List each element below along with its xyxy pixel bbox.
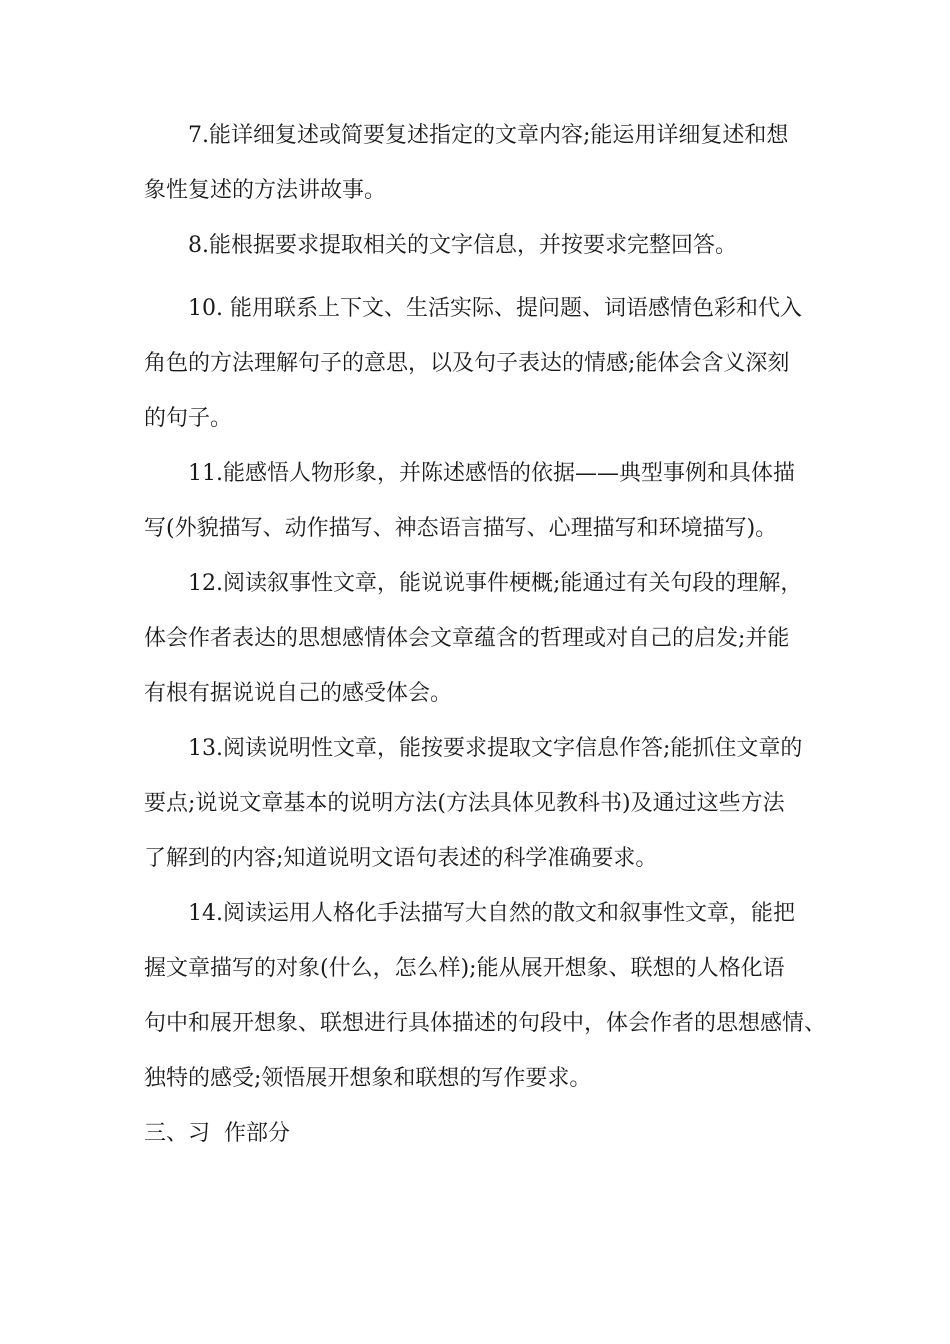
paragraph-line: 握文章描写的对象(什么，怎么样);能从展开想象、联想的人格化语 (144, 956, 785, 981)
paragraph-line: 有根有据说说自己的感受体会。 (144, 681, 453, 706)
paragraph-line: 11.能感悟人物形象，并陈述感悟的依据——典型事例和具体描 (188, 461, 795, 486)
paragraph-line: 13.阅读说明性文章，能按要求提取文字信息作答;能抓住文章的 (188, 736, 803, 761)
paragraph-line: 写(外貌描写、动作描写、神态语言描写、心理描写和环境描写)。 (144, 516, 778, 541)
paragraph-item-11 (144, 446, 814, 556)
paragraph-line: 10. 能用联系上下文、生活实际、提问题、词语感情色彩和代入 (188, 296, 802, 321)
paragraph-line: 12.阅读叙事性文章，能说说事件梗概;能通过有关句段的理解， (188, 571, 803, 596)
paragraph-line: 独特的感受;领悟展开想象和联想的写作要求。 (144, 1066, 592, 1091)
paragraph-line: 的句子。 (144, 406, 233, 431)
paragraph-item-12 (144, 556, 814, 721)
paragraph-item-8 (144, 218, 814, 273)
paragraph-line: 7.能详细复述或简要复述指定的文章内容;能运用详细复述和想 (188, 123, 789, 148)
paragraph-line: 了解到的内容;知道说明文语句表述的科学准确要求。 (144, 846, 658, 871)
paragraph-line: 要点;说说文章基本的说明方法(方法具体见教科书)及通过这些方法 (144, 791, 785, 816)
paragraph-line: 体会作者表达的思想感情体会文章蕴含的哲理或对自己的启发;并能 (144, 626, 790, 651)
paragraph-item-14 (144, 886, 827, 1106)
paragraph-line: 14.阅读运用人格化手法描写大自然的散文和叙事性文章，能把 (188, 901, 795, 926)
section-heading: 三、习 作部分 (144, 1121, 290, 1146)
paragraph-line: 8.能根据要求提取相关的文字信息，并按要求完整回答。 (188, 233, 737, 258)
paragraph-line: 角色的方法理解句子的意思，以及句子表达的情感;能体会含义深刻 (144, 351, 790, 376)
paragraph-item-13 (144, 721, 814, 886)
paragraph-line: 象性复述的方法讲故事。 (144, 178, 387, 203)
paragraph-item-10 (144, 281, 814, 446)
paragraph-line: 句中和展开想象、联想进行具体描述的句段中，体会作者的思想感情、 (144, 1011, 827, 1036)
paragraph-item-7 (144, 108, 814, 218)
